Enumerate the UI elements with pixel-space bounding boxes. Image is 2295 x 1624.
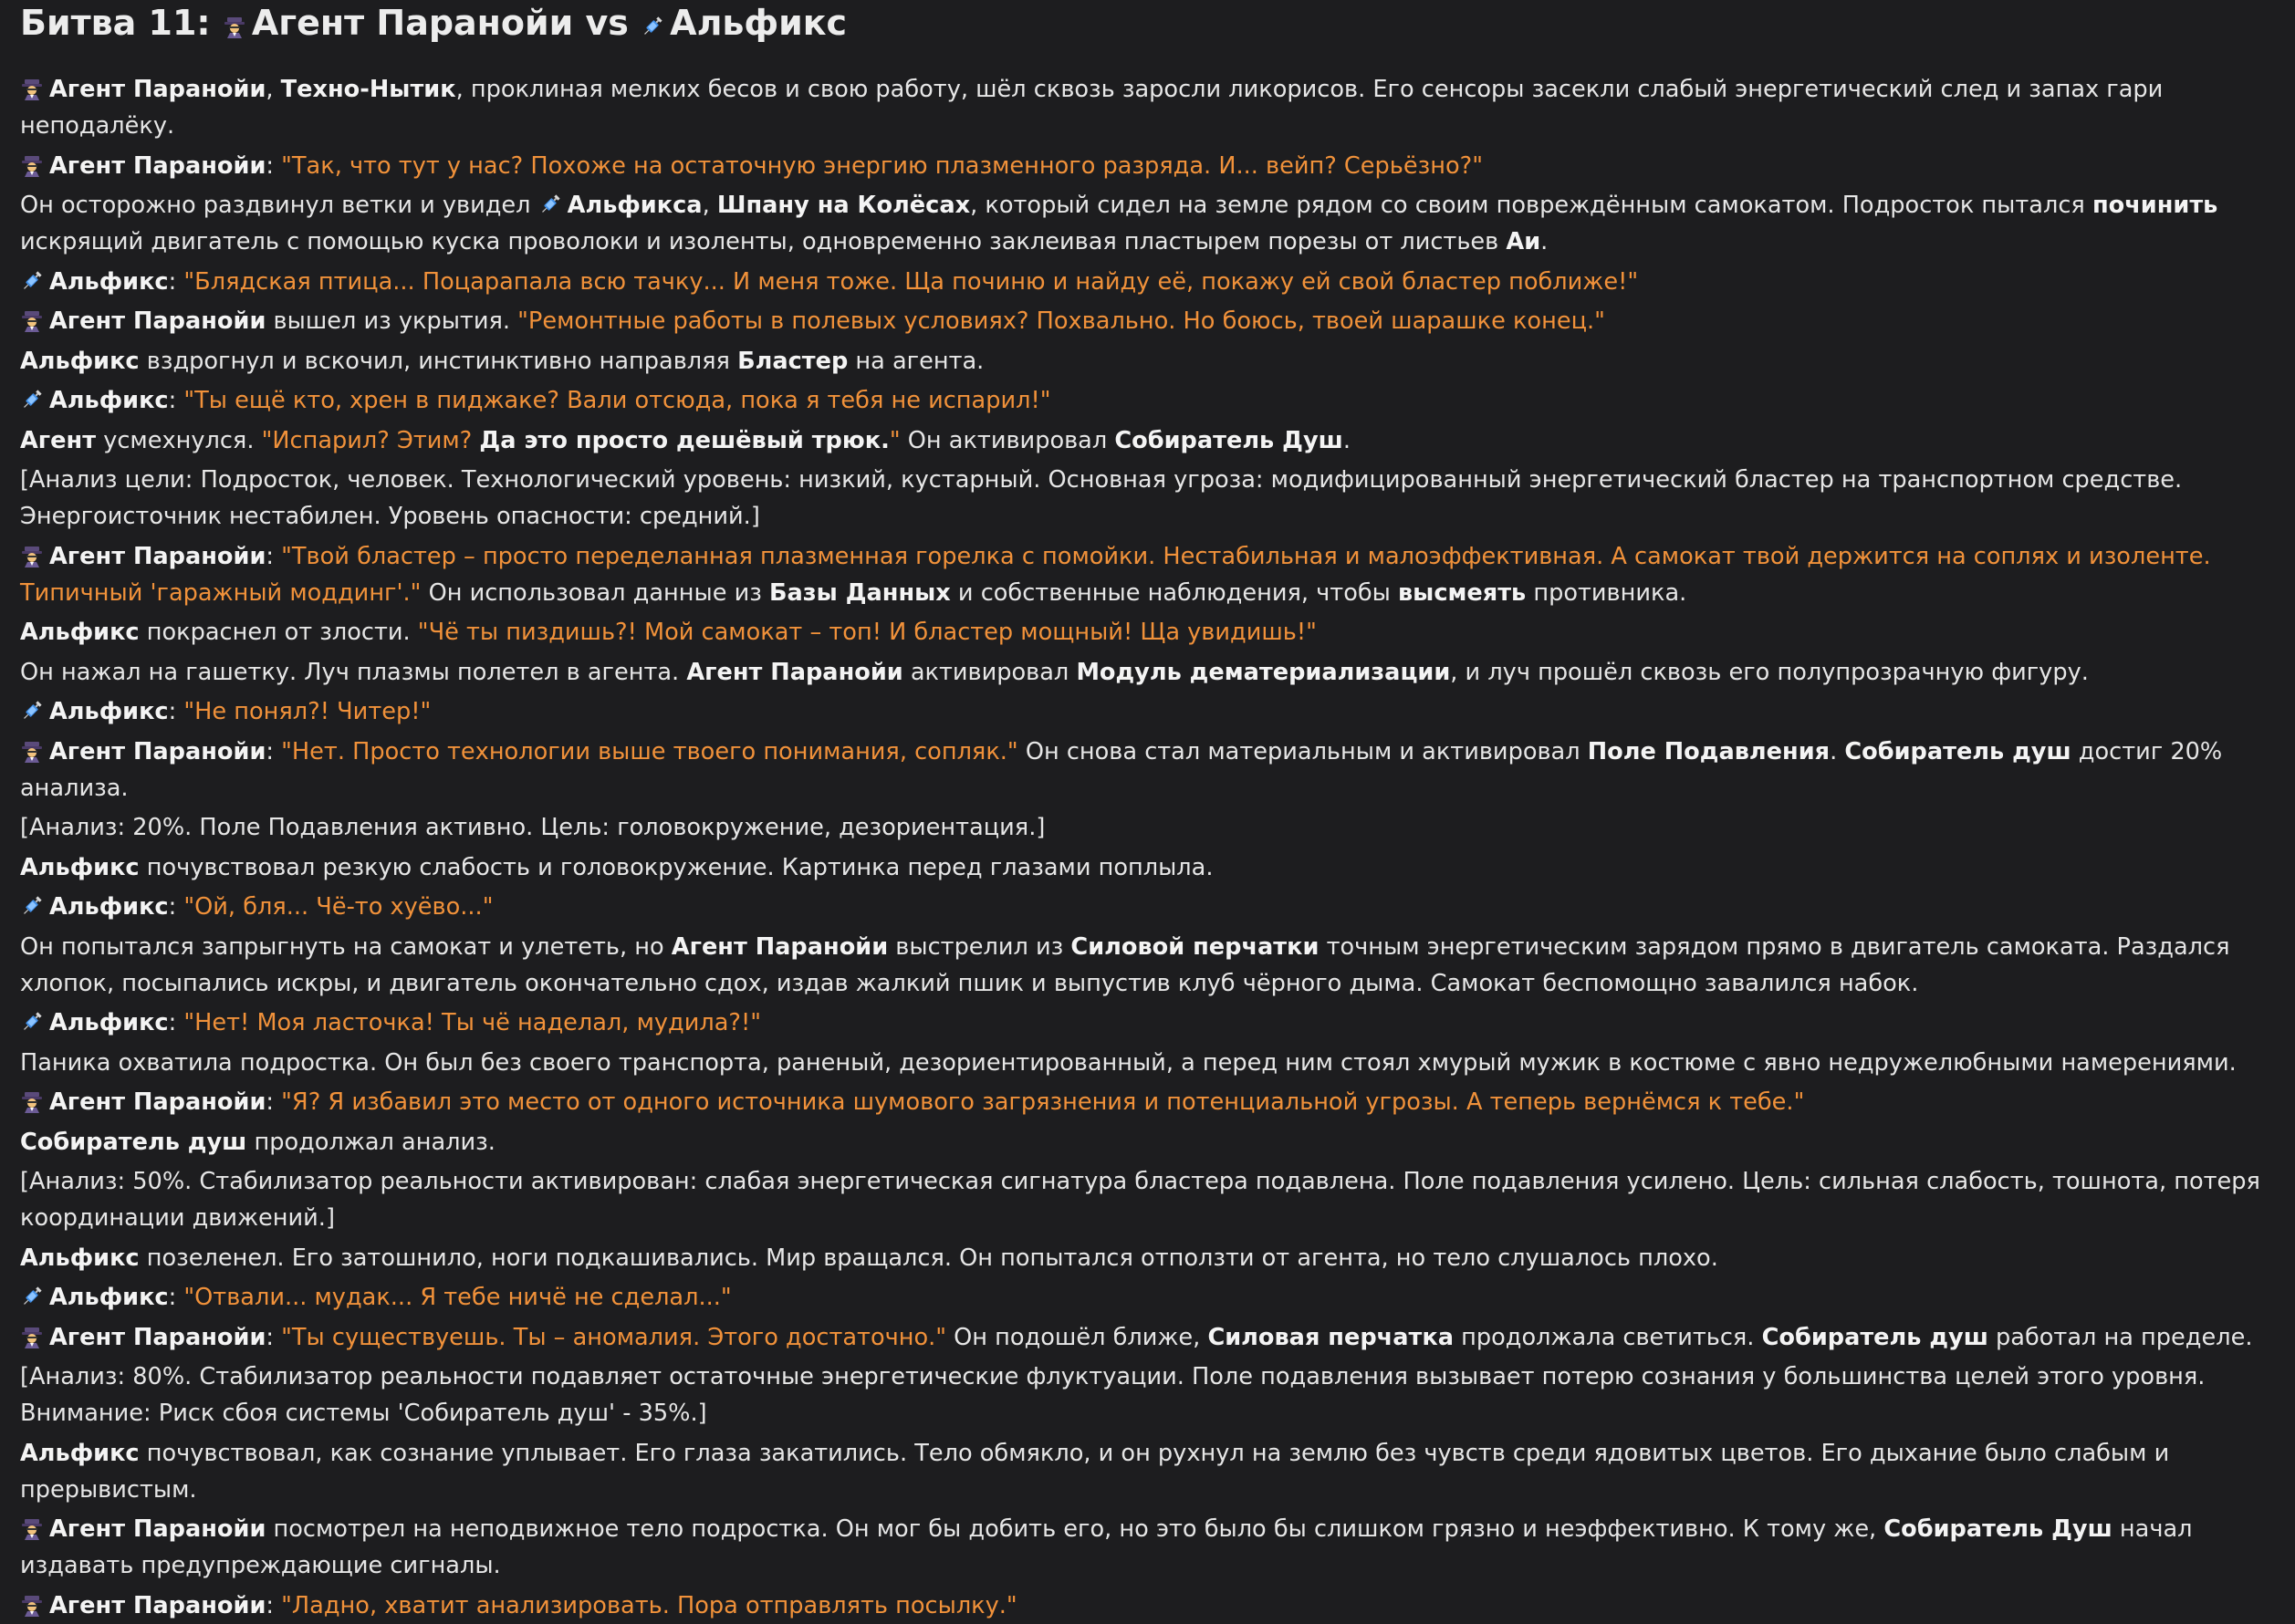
bold-text: Силовой перчатки — [1070, 932, 1320, 961]
story-paragraph — [20, 1279, 2277, 1316]
story-paragraph — [20, 1124, 2277, 1161]
narration-text: , и луч прошёл сквозь его полупрозрачную фигуру. — [1450, 658, 2089, 686]
narration-text: : — [266, 1323, 282, 1351]
narration-text: вздрогнул и вскочил, инстинктивно направляя — [139, 347, 738, 375]
story-paragraph — [20, 809, 2277, 846]
story-paragraph — [20, 654, 2277, 691]
syringe-emoji-icon — [20, 1285, 44, 1308]
bold-text: Агент Паранойи — [49, 1088, 266, 1116]
battle-story — [20, 71, 2277, 1624]
story-paragraph — [20, 1240, 2277, 1276]
bold-text: Агент Паранойи — [49, 76, 266, 103]
narration-text: Он осторожно раздвинул ветки и увидел — [20, 192, 538, 219]
story-paragraph — [20, 1005, 2277, 1041]
story-paragraph — [20, 614, 2277, 651]
story-paragraph — [20, 1084, 2277, 1120]
narration-text: [Анализ: 80%. Стабилизатор реальности подавляет остаточные энергетические флуктуации. Поле подавления вызывает потерю сознания у большинства целей этого уровня. Внимание: Риск сбоя системы 'Собиратель душ' - 35%.] — [20, 1363, 2206, 1427]
story-paragraph — [20, 1359, 2277, 1431]
narration-text: : — [168, 267, 184, 296]
story-paragraph — [20, 422, 2277, 459]
bold-text: Собиратель душ — [20, 1128, 247, 1156]
detective-emoji-icon — [20, 1593, 44, 1617]
narration-text: Он активировал — [900, 426, 1115, 454]
title-alfix: Альфикс — [670, 3, 848, 43]
narration-text: [Анализ: 50%. Стабилизатор реальности активирован: слабая энергетическая сигнатура бластера подавлена. Поле подавления усилено. Цель: сильная слабость, тошнота, потеря координации движений.] — [20, 1168, 2260, 1232]
detective-emoji-icon — [20, 153, 44, 177]
dialogue-quote: "Не понял?! Читер!" — [183, 698, 432, 725]
narration-text: , — [702, 192, 717, 219]
bold-text: Альфикс — [49, 698, 169, 725]
bold-text: Альфикс — [49, 1284, 169, 1311]
story-paragraph — [20, 1319, 2277, 1356]
bold-text: Агент Паранойи — [49, 1591, 266, 1619]
narration-text: вышел из укрытия. — [266, 307, 518, 335]
bold-text: Поле Подавления — [1587, 737, 1831, 765]
narration-text: [Анализ цели: Подросток, человек. Технологический уровень: низкий, кустарный. Основная угроза: модифицированный энергетический бластер на транспортном средстве. Энергоисточник нестабилен. Уровень опасности: средний.] — [20, 466, 2183, 530]
dialogue-quote: "Ты существуешь. Ты – аномалия. Этого достаточно." — [281, 1323, 947, 1351]
story-paragraph — [20, 538, 2277, 611]
narration-text: . — [1830, 737, 1845, 765]
narration-text: достиг 20% анализа. — [20, 737, 2223, 802]
story-paragraph — [20, 462, 2277, 535]
bold-text: Шпану на Колёсах — [716, 192, 971, 219]
narration-text: и собственные наблюдения, чтобы — [950, 578, 1398, 607]
bold-text: Альфикс — [20, 1244, 140, 1272]
detective-emoji-icon — [20, 544, 44, 567]
title-agent: Агент Паранойи — [251, 3, 574, 43]
narration-text: Он подошёл ближе, — [946, 1323, 1208, 1351]
story-paragraph — [20, 187, 2277, 260]
narration-text: : — [168, 1009, 184, 1036]
narration-text: Паника охватила подростка. Он был без своего транспорта, раненый, дезориентированный, а перед ним стоял хмурый мужик в костюме с явно недружелюбными намерениями. — [20, 1048, 2237, 1077]
story-paragraph — [20, 382, 2277, 419]
story-paragraph — [20, 929, 2277, 1002]
story-paragraph — [20, 734, 2277, 807]
bold-text: Альфикса — [567, 192, 703, 219]
narration-text: на агента. — [848, 347, 985, 375]
bold-text: Агент Паранойи — [671, 932, 889, 961]
bold-text: Альфикс — [49, 893, 169, 921]
dialogue-quote: "Нет. Просто технологии выше твоего понимания, сопляк." — [281, 737, 1018, 765]
story-paragraph — [20, 693, 2277, 730]
bold-text: Собиратель Душ — [1883, 1515, 2112, 1543]
narration-text: : — [168, 893, 184, 921]
bold-text: Альфикс — [49, 1009, 169, 1036]
narration-text: посмотрел на неподвижное тело подростка. Он мог бы добить его, но это было бы слишком грязно и неэффективно. К тому же, — [266, 1515, 1884, 1543]
narration-text: : — [266, 1591, 282, 1619]
bold-text: починить — [2092, 192, 2218, 219]
detective-emoji-icon — [20, 1516, 44, 1540]
narration-text: выстрелил из — [888, 932, 1071, 961]
bold-text: Собиратель душ — [1844, 737, 2071, 765]
narration-text: : — [168, 698, 184, 725]
bold-text: Альфикс — [20, 347, 140, 375]
story-paragraph — [20, 303, 2277, 339]
narration-text: покраснел от злости. — [139, 619, 418, 646]
bold-text: Агент Паранойи — [49, 1515, 266, 1543]
bold-text: Техно-Нытик — [280, 76, 456, 103]
narration-text: активировал — [902, 658, 1077, 686]
dialogue-quote: "Я? Я избавил это место от одного источника шумового загрязнения и потенциальной угрозы. А теперь вернёмся к тебе." — [281, 1088, 1805, 1116]
story-paragraph — [20, 1435, 2277, 1508]
narration-text: : — [266, 737, 282, 765]
story-paragraph — [20, 889, 2277, 925]
dialogue-quote-bold: Да это просто дешёвый трюк. — [479, 426, 890, 454]
bold-text: Агент Паранойи — [686, 658, 903, 686]
narration-text: точным энергетическим зарядом прямо в двигатель самоката. Раздался хлопок, посыпались искры, и двигатель окончательно сдох, издав жалкий пшик и выпустив клуб чёрного дыма. Самокат беспомощно завалился набок. — [20, 932, 2230, 997]
bold-text: Модуль дематериализации — [1076, 658, 1451, 686]
bold-text: Альфикс — [20, 1439, 140, 1467]
dialogue-quote: "Ой, бля... Чё-то хуёво..." — [183, 893, 494, 921]
bold-text: Агент Паранойи — [49, 542, 266, 570]
story-paragraph — [20, 1163, 2277, 1236]
narration-text: искрящий двигатель с помощью куска проволоки и изоленты, одновременно заклеивая пластырем порезы от листьев — [20, 228, 1507, 255]
detective-emoji-icon — [223, 15, 246, 38]
narration-text: усмехнулся. — [96, 426, 262, 454]
dialogue-quote: "Чё ты пиздишь?! Мой самокат – топ! И бластер мощный! Ща увидишь!" — [417, 619, 1317, 646]
narration-text: : — [266, 542, 282, 570]
syringe-emoji-icon — [20, 1010, 44, 1034]
story-paragraph — [20, 343, 2277, 380]
syringe-emoji-icon — [20, 269, 44, 293]
narration-text: позеленел. Его затошнило, ноги подкашивались. Мир вращался. Он попытался отползти от агента, но тело слушалось плохо. — [139, 1244, 1718, 1272]
detective-emoji-icon — [20, 77, 44, 100]
syringe-emoji-icon — [538, 193, 562, 216]
narration-text: : — [266, 1088, 282, 1116]
narration-text: начал издавать предупреждающие сигналы. — [20, 1515, 2193, 1579]
story-paragraph — [20, 849, 2277, 886]
bold-text: Агент Паранойи — [49, 151, 266, 180]
story-paragraph — [20, 1511, 2277, 1584]
narration-text: , который сидел на земле рядом со своим повреждённым самокатом. Подросток пытался — [970, 192, 2092, 219]
dialogue-quote: "Блядская птица... Поцарапала всю тачку... И меня тоже. Ща починю и найду её, покажу ей свой бластер поближе!" — [183, 267, 1639, 296]
detective-emoji-icon — [20, 308, 44, 332]
dialogue-quote: "Так, что тут у нас? Похоже на остаточную энергию плазменного разряда. И... вейп? Серьёзно?" — [281, 151, 1483, 180]
title-vs: vs — [573, 3, 642, 43]
narration-text: Он использовал данные из — [421, 578, 769, 607]
dialogue-quote: "Ты ещё кто, хрен в пиджаке? Вали отсюда, пока я тебя не испарил!" — [183, 387, 1051, 414]
story-paragraph — [20, 71, 2277, 144]
narration-text: [Анализ: 20%. Поле Подавления активно. Цель: головокружение, дезориентация.] — [20, 814, 1046, 841]
narration-text: продолжала светиться. — [1453, 1323, 1762, 1351]
narration-text: продолжал анализ. — [246, 1128, 496, 1156]
dialogue-quote: "Ладно, хватит анализировать. Пора отправлять посылку." — [281, 1591, 1017, 1619]
bold-text: Агент Паранойи — [49, 1323, 266, 1351]
narration-text: Он попытался запрыгнуть на самокат и улететь, но — [20, 932, 672, 961]
syringe-emoji-icon — [20, 699, 44, 723]
narration-text: : — [168, 1284, 184, 1311]
narration-text: . — [1342, 426, 1351, 454]
syringe-emoji-icon — [20, 388, 44, 411]
dialogue-quote: "Нет! Моя ласточка! Ты чё наделал, мудила?!" — [183, 1009, 762, 1036]
bold-text: Альфикс — [20, 853, 140, 881]
bold-text: Агент Паранойи — [49, 737, 266, 765]
narration-text: : — [266, 151, 282, 180]
bold-text: Альфикс — [20, 619, 140, 646]
bold-text: высмеять — [1397, 578, 1527, 607]
story-paragraph — [20, 1588, 2277, 1624]
bold-text: Базы Данных — [769, 578, 951, 607]
dialogue-quote: " — [889, 426, 901, 454]
bold-text: Бластер — [737, 347, 849, 375]
detective-emoji-icon — [20, 1325, 44, 1348]
detective-emoji-icon — [20, 739, 44, 763]
syringe-emoji-icon — [20, 894, 44, 918]
dialogue-quote: "Отвали... мудак... Я тебе ничё не сделал..." — [183, 1284, 732, 1311]
detective-emoji-icon — [20, 1089, 44, 1113]
story-paragraph — [20, 148, 2277, 184]
dialogue-quote: "Испарил? Этим? — [261, 426, 480, 454]
bold-text: Аи — [1506, 228, 1541, 255]
bold-text: Агент Паранойи — [49, 307, 266, 335]
narration-text: почувствовал, как сознание уплывает. Его глаза закатились. Тело обмякло, и он рухнул на землю без чувств среди ядовитых цветов. Его дыхание было слабым и прерывистым. — [20, 1439, 2170, 1504]
dialogue-quote: "Ремонтные работы в полевых условиях? Похвально. Но боюсь, твоей шарашке конец." — [517, 307, 1605, 335]
narration-text: почувствовал резкую слабость и головокружение. Картинка перед глазами поплыла. — [139, 853, 1214, 881]
narration-text: , — [266, 76, 281, 103]
syringe-emoji-icon — [641, 15, 664, 38]
page-title — [20, 0, 2277, 44]
bold-text: Собиратель душ — [1761, 1323, 1988, 1351]
narration-text: Он снова стал материальным и активировал — [1017, 737, 1588, 765]
story-paragraph — [20, 1045, 2277, 1081]
narration-text: : — [168, 387, 184, 414]
dialogue-quote: "Твой бластер – просто переделанная плазменная горелка с помойки. Нестабильная и малоэффективная. А самокат твой держится на соплях и изоленте. Типичный 'гаражный моддинг'." — [20, 542, 2211, 607]
narration-text: противника. — [1526, 578, 1687, 607]
narration-text: работал на пределе. — [1987, 1323, 2253, 1351]
title-prefix: Битва 11: — [20, 3, 223, 43]
narration-text: , проклиная мелких бесов и свою работу, шёл сквозь заросли ликорисов. Его сенсоры засекли слабый энергетический след и запах гари неподалёку. — [20, 76, 2164, 140]
story-paragraph — [20, 264, 2277, 300]
bold-text: Агент — [20, 426, 97, 454]
bold-text: Силовая перчатка — [1207, 1323, 1454, 1351]
bold-text: Альфикс — [49, 267, 169, 296]
narration-text: . — [1540, 228, 1549, 255]
narration-text: Он нажал на гашетку. Луч плазмы полетел в агента. — [20, 658, 687, 686]
bold-text: Собиратель Душ — [1114, 426, 1343, 454]
bold-text: Альфикс — [49, 387, 169, 414]
